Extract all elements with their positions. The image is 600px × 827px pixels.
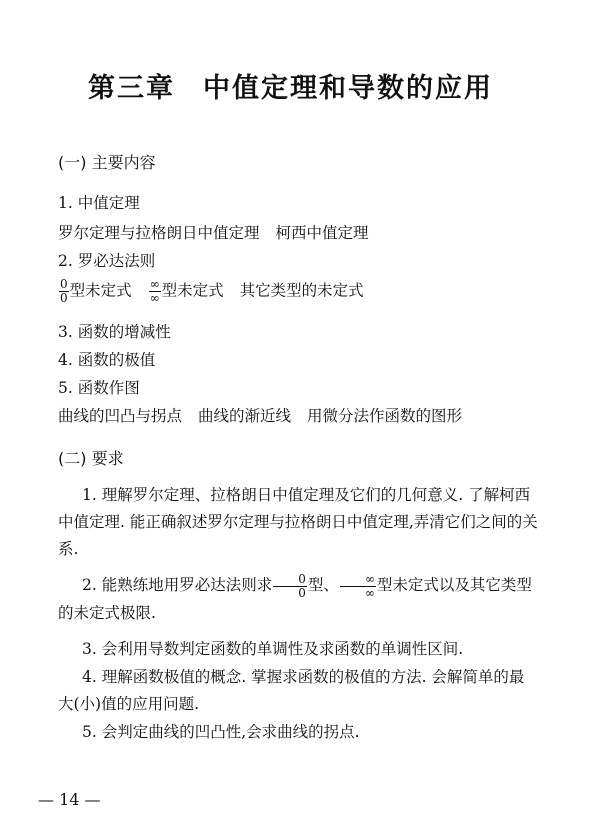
- fraction-zero-over-zero: $\frac{0}{0}$: [60, 277, 68, 305]
- rolle-lagrange-topic: 罗尔定理与拉格朗日中值定理: [58, 224, 260, 242]
- section-heading-requirements: (二) 要求: [58, 449, 124, 468]
- content-item-2-subtopics: [58, 278, 364, 305]
- content-item-5-subtopics: [58, 404, 462, 426]
- page-number: — 14 —: [38, 790, 101, 809]
- chapter-title: [88, 66, 493, 105]
- requirement-4: 4. 理解函数极值的概念. 掌握求函数的极值的方法. 会解简单的最大(小)值的应用问题.: [58, 668, 525, 713]
- content-item-1: 1. 中值定理: [58, 194, 140, 212]
- cauchy-topic: 柯西中值定理: [275, 224, 369, 242]
- chapter-number: 第三章: [88, 73, 175, 104]
- other-types-topic: 其它类型的未定式: [239, 281, 364, 300]
- content-item-5: 5. 函数作图: [58, 379, 140, 397]
- content-item-1-subtopics: [58, 221, 369, 243]
- content-item-4: 4. 函数的极值: [58, 351, 156, 369]
- asymptote-topic: 曲线的渐近线: [198, 407, 292, 425]
- chapter-name: 中值定理和导数的应用: [203, 73, 493, 104]
- requirement-5: 5. 会判定曲线的凹凸性,会求曲线的拐点.: [82, 723, 360, 741]
- concavity-topic: 曲线的凹凸与拐点: [58, 407, 183, 425]
- content-item-2: 2. 罗必达法则: [58, 252, 156, 270]
- type-label-1: 型未定式: [69, 281, 132, 300]
- requirement-1: 1. 理解罗尔定理、拉格朗日中值定理及它们的几何意义. 了解柯西中值定理. 能正确叙述罗尔定理与拉格朗日中值定理,弄清它们之间的关系.: [58, 486, 538, 558]
- fraction-inf-over-inf-inline: $\frac{\infty}{\infty}$: [340, 573, 376, 600]
- section-heading-main-content: (一) 主要内容: [58, 153, 156, 172]
- requirement-2: 2. 能熟练地用罗必达法则求 $\frac{0}{0}$ 型、 $\frac{\infty}{\infty}$ 型未定式以及其它类型的未定式极限.: [58, 571, 532, 622]
- requirement-3: 3. 会利用导数判定函数的单调性及求函数的单调性区间.: [82, 640, 464, 658]
- type-label-2: 型未定式: [161, 281, 224, 300]
- fraction-inf-over-inf: $\frac{\infty}{\infty}$: [149, 277, 160, 305]
- fraction-zero-over-zero-inline: $\frac{0}{0}$: [273, 573, 307, 600]
- content-item-3: 3. 函数的增减性: [58, 323, 171, 341]
- graphing-topic: 用微分法作函数的图形: [307, 407, 463, 425]
